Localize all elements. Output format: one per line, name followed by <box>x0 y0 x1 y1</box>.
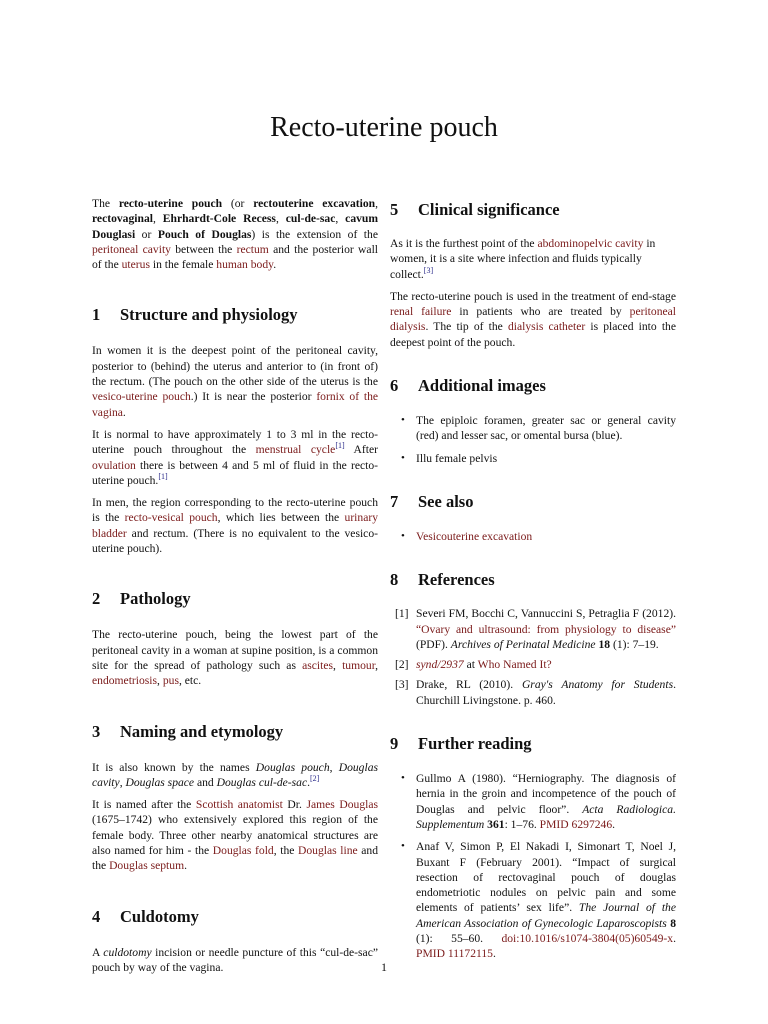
page-number: 1 <box>381 960 387 974</box>
section-heading-references: 8 References <box>390 570 495 590</box>
link-vesicouterine-excavation[interactable]: Vesicouterine excavation <box>416 529 533 543</box>
bullet-icon: • <box>401 772 405 785</box>
section-heading-structure: 1 Structure and physiology <box>92 305 298 325</box>
list-item: • The epiploic foramen, greater sac or general cavity (red) and lesser sac, or omental bursa (blue). <box>401 414 676 443</box>
bullet-icon: • <box>401 529 405 542</box>
link-pus[interactable]: pus <box>162 674 179 688</box>
culdotomy-paragraph: A culdotomy incision or needle puncture of this “cul-de-sac” pouch by way of the vagina. <box>92 945 378 974</box>
link-james-douglas[interactable]: James Douglas <box>306 798 379 812</box>
link-urinary-bladder[interactable]: urinary bladder <box>92 511 378 540</box>
citation[interactable]: [1] <box>158 472 168 481</box>
bullet-icon: • <box>401 840 405 853</box>
link-vesico-uterine-pouch[interactable]: vesico-uterine pouch <box>92 390 191 404</box>
structure-paragraph-2: It is normal to have approximately 1 to 3 ml in the recto-uterine pouch throughout the menstrual cycle[1] After ovulation there is between 4 and 5 ml of fluid in the recto-uterine pouch.[1] <box>92 427 378 487</box>
link-synd-2937[interactable]: synd/2937 <box>416 658 464 672</box>
section-heading-additional-images: 6 Additional images <box>390 376 546 396</box>
link-douglas-fold[interactable]: Douglas fold <box>212 844 274 858</box>
further-reading-list <box>390 771 676 962</box>
link-dialysis-catheter[interactable]: dialysis catheter <box>507 320 586 334</box>
reference-item: [3] Drake, RL (2010). Gray's Anatomy for Students. Churchill Livingstone. p. 460. <box>395 678 676 707</box>
naming-paragraph-1: It is also known by the names Douglas pouch, Douglas cavity, Douglas space and Douglas cul-de-sac.[2] <box>92 760 379 789</box>
citation[interactable]: [3] <box>423 265 434 275</box>
pathology-paragraph: The recto-uterine pouch, being the lowest part of the peritoneal cavity in a woman at supine position, is a common site for the spread of pathology such as ascites, tumour, endometriosis, pus, etc. <box>92 628 378 688</box>
section-heading-naming: 3 Naming and etymology <box>92 721 284 741</box>
section-heading-pathology: 2 Pathology <box>92 589 191 609</box>
link-fornix-of-vagina[interactable]: fornix of the vagina <box>92 390 379 419</box>
reference-item: [1] Severi FM, Bocchi C, Vannuccini S, Petraglia F (2012). “Ovary and ultrasound: from physiology to disease” (PDF). Archives of Perinatal Medicine 18 (1): 7–19. <box>395 607 676 651</box>
references-list <box>390 606 676 708</box>
link-tumour[interactable]: tumour <box>342 658 376 672</box>
section-heading-clinical: 5 Clinical significance <box>390 200 560 219</box>
bullet-icon: • <box>401 451 405 464</box>
naming-paragraph-2: It is named after the Scottish anatomist Dr. James Douglas (1675–1742) who extensively explored this region of the female body. Three other nearby anatomical structures are also named for him - the Douglas fold, the Douglas line and the Douglas septum. <box>92 798 379 873</box>
link-scottish-anatomist[interactable]: Scottish anatomist <box>195 798 283 812</box>
bullet-icon: • <box>401 414 405 427</box>
link-pmid-6297246[interactable]: PMID 6297246 <box>539 817 613 831</box>
link-human-body[interactable]: human body <box>216 258 274 272</box>
additional-images-list <box>390 413 676 466</box>
intro-paragraph: The recto-uterine pouch (or rectouterine excavation, rectovaginal, Ehrhardt-Cole Recess, cul-de-sac, cavum Douglasi or Pouch of Douglas) is the extension of the peritoneal cavity between the rectum and the posterior wall of the uterus in the female human body. <box>92 197 379 272</box>
link-endometriosis[interactable]: endometriosis <box>92 674 158 688</box>
structure-paragraph-3: In men, the region corresponding to the recto-uterine pouch is the recto-vesical pouch, which lies between the urinary bladder and rectum. (There is no equivalent to the vesico-uterine pouch). <box>92 496 378 556</box>
left-column <box>92 196 378 975</box>
link-ovary-ultrasound[interactable]: “Ovary and ultrasound: from physiology to disease” <box>416 622 676 636</box>
list-item: • Anaf V, Simon P, El Nakadi I, Simonart T, Noel J, Buxant F (February 2001). “Impact of surgical resection of rectovaginal pouch of douglas endometriotic nodules on pelvic pain and some elements of patients’ sex life”. The Journal of the American Association of Gynecologic Laparoscopists 8 (1): 55–60. doi:10.1016/s1074-3804(05)60549-x. PMID 11172115. <box>401 840 676 961</box>
right-column <box>390 200 676 962</box>
clinical-paragraph-1: As it is the furthest point of the abdominopelvic cavity in women, it is a site where infection and fluids typically collect.[3] <box>390 237 656 281</box>
link-who-named-it[interactable]: Who Named It? <box>477 658 552 672</box>
link-peritoneal-cavity[interactable]: peritoneal cavity <box>92 242 171 256</box>
section-heading-see-also: 7 See also <box>390 491 474 511</box>
structure-paragraph-1: In women it is the deepest point of the peritoneal cavity, posterior to (behind) the uterus and anterior to (in front of) the rectum. (The pouch on the other side of the uterus is the vesico-uterine pouch.) It is near the posterior fornix of the vagina. <box>92 344 379 419</box>
list-item: • Illu female pelvis <box>401 451 498 465</box>
list-item: • Gullmo A (1980). “Herniography. The diagnosis of hernia in the groin and incompetence of the pouch of Douglas and pelvic floor”. Acta Radiologica. Supplementum 361: 1–76. PMID 6297246. <box>401 772 676 831</box>
link-menstrual-cycle[interactable]: menstrual cycle <box>255 443 336 457</box>
see-also-list <box>390 529 676 544</box>
link-pmid-11172115[interactable]: PMID 11172115 <box>416 947 493 961</box>
citation[interactable]: [2] <box>310 773 320 783</box>
link-recto-vesical-pouch[interactable]: recto-vesical pouch <box>124 511 218 525</box>
link-peritoneal-dialysis[interactable]: peritoneal dialysis <box>390 305 677 334</box>
link-uterus[interactable]: uterus <box>121 258 150 272</box>
section-heading-culdotomy: 4 Culdotomy <box>92 906 199 926</box>
citation[interactable]: [1] <box>335 441 345 451</box>
section-heading-further-reading: 9 Further reading <box>390 734 532 754</box>
page-title: Recto-uterine pouch <box>270 112 498 143</box>
list-item <box>390 529 676 544</box>
link-rectum[interactable]: rectum <box>236 242 269 256</box>
reference-item: [2] synd/2937 at Who Named It? <box>395 658 552 672</box>
link-douglas-septum[interactable]: Douglas septum <box>109 859 185 873</box>
clinical-paragraph-2: The recto-uterine pouch is used in the treatment of end-stage renal failure in patients who are treated by peritoneal dialysis. The tip of the dialysis catheter is placed into the deepest point of the pouch. <box>390 289 677 349</box>
link-renal-failure[interactable]: renal failure <box>390 305 452 319</box>
link-doi[interactable]: doi:10.1016/s1074-3804(05)60549-x <box>501 932 674 946</box>
link-ovulation[interactable]: ovulation <box>92 458 136 472</box>
link-abdominopelvic-cavity[interactable]: abdominopelvic cavity <box>537 237 644 250</box>
link-ascites[interactable]: ascites <box>302 658 334 672</box>
link-douglas-line[interactable]: Douglas line <box>298 844 358 858</box>
